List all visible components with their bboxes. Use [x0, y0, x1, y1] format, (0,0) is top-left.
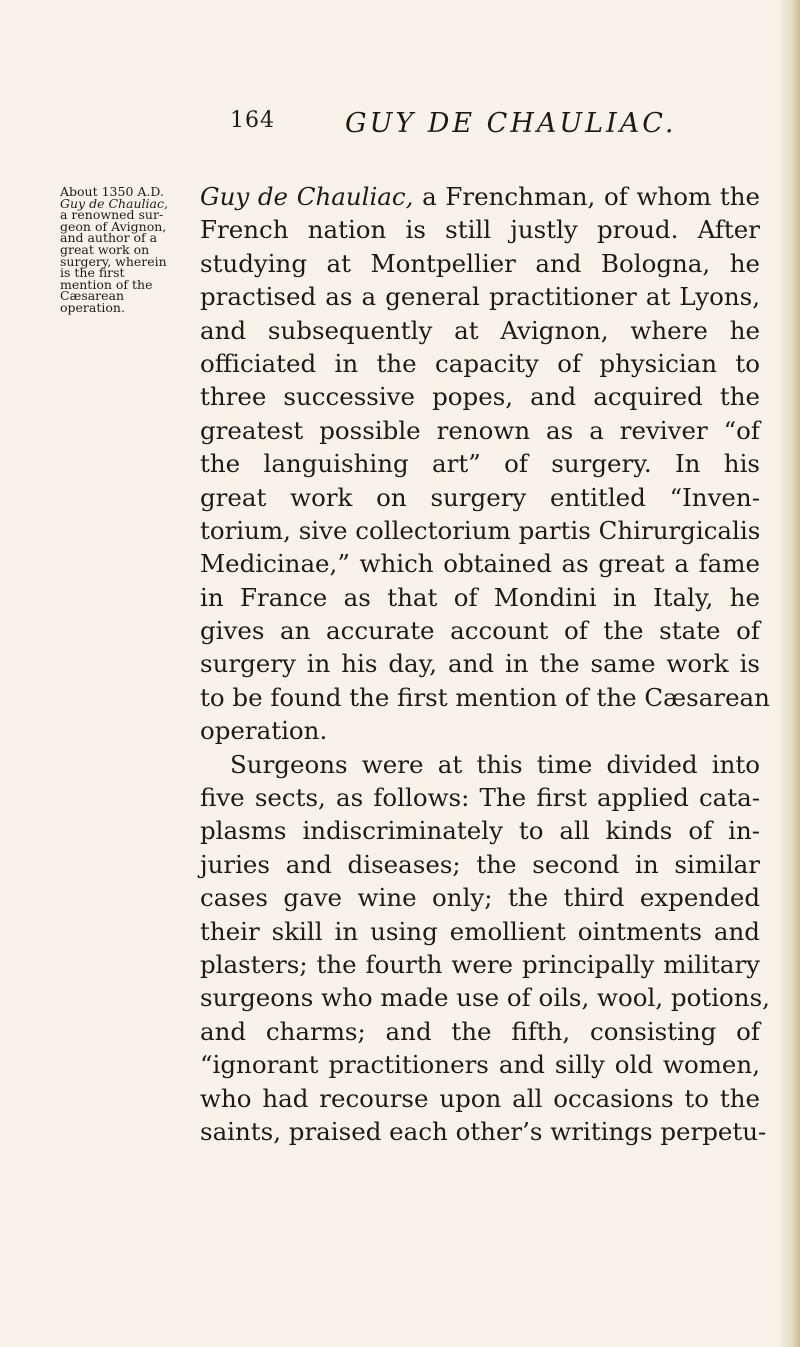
margin-note-line: and author of a [60, 230, 158, 246]
body-text [200, 180, 770, 1148]
text-line: to be found the first mention of the Cæsarean [200, 682, 770, 712]
text-line: greatest possible renown as a reviver “of [200, 415, 760, 445]
text-line: five sects, as follows: The first applied cata- [200, 783, 760, 813]
text-line: the languishing art” of surgery. In his [200, 449, 760, 479]
margin-note-line: is the first [60, 265, 125, 281]
margin-note-line: great work on [60, 241, 150, 257]
text-line-rest: a Frenchman, of whom the [413, 182, 760, 211]
paragraph-2 [200, 748, 770, 1149]
text-line: their skill in using emollient ointments and [200, 916, 760, 946]
text-line: studying at Montpellier and Bologna, he [200, 248, 760, 278]
margin-note-line: About 1350 A.D. [60, 184, 164, 199]
text-line: saints, praised each other’s writings perpetu- [200, 1116, 767, 1146]
text-line: great work on surgery entitled “Inven- [200, 482, 760, 512]
text-line: “ignorant practitioners and silly old women, [200, 1050, 760, 1080]
margin-note-line: mention of the [60, 276, 153, 292]
text-line [200, 180, 760, 213]
text-line: cases gave wine only; the third expended [200, 883, 760, 913]
text-line: operation. [200, 716, 328, 746]
text-line: French nation is still justly proud. After [200, 215, 760, 245]
margin-note-line: operation. [60, 299, 125, 315]
text-line: and charms; and the fifth, consisting of [200, 1016, 760, 1046]
text-line: plasms indiscriminately to all kinds of in- [200, 816, 760, 846]
text-line: surgeons who made use of oils, wool, potions, [200, 983, 770, 1013]
margin-note-line: a renowned sur- [60, 207, 164, 223]
person-name: Guy de Chauliac, [200, 182, 414, 211]
page-edge-shadow [778, 0, 800, 1347]
text-line: and subsequently at Avignon, where he [200, 315, 760, 345]
text-line: juries and diseases; the second in similar [200, 849, 760, 879]
margin-note-line: surgery, wherein [60, 253, 167, 269]
text-line: in France as that of Mondini in Italy, he [200, 582, 760, 612]
margin-note-line: geon of Avignon, [60, 218, 167, 234]
text-line: three successive popes, and acquired the [200, 382, 760, 412]
page-header [0, 108, 800, 148]
margin-note-line: Guy de Chauliac, [60, 195, 168, 211]
text-line: who had recourse upon all occasions to the [200, 1083, 760, 1113]
text-line: Medicinae,” which obtained as great a fame [200, 549, 760, 579]
text-line: gives an accurate account of the state of [200, 616, 760, 646]
margin-note-line: Cæsarean [60, 288, 125, 304]
text-line: plasters; the fourth were principally military [200, 949, 760, 979]
paragraph-1 [200, 180, 770, 748]
text-line: surgery in his day, and in the same work is [200, 649, 760, 679]
text-line: officiated in the capacity of physician to [200, 348, 760, 378]
text-line: Surgeons were at this time divided into [230, 749, 760, 779]
text-line: torium, sive collectorium partis Chirurgicalis [200, 515, 761, 545]
text-line: practised as a general practitioner at Lyons, [200, 282, 760, 312]
margin-note [60, 186, 190, 314]
page-number: 164 [230, 108, 275, 133]
running-title: GUY DE CHAULIAC. [345, 108, 677, 139]
